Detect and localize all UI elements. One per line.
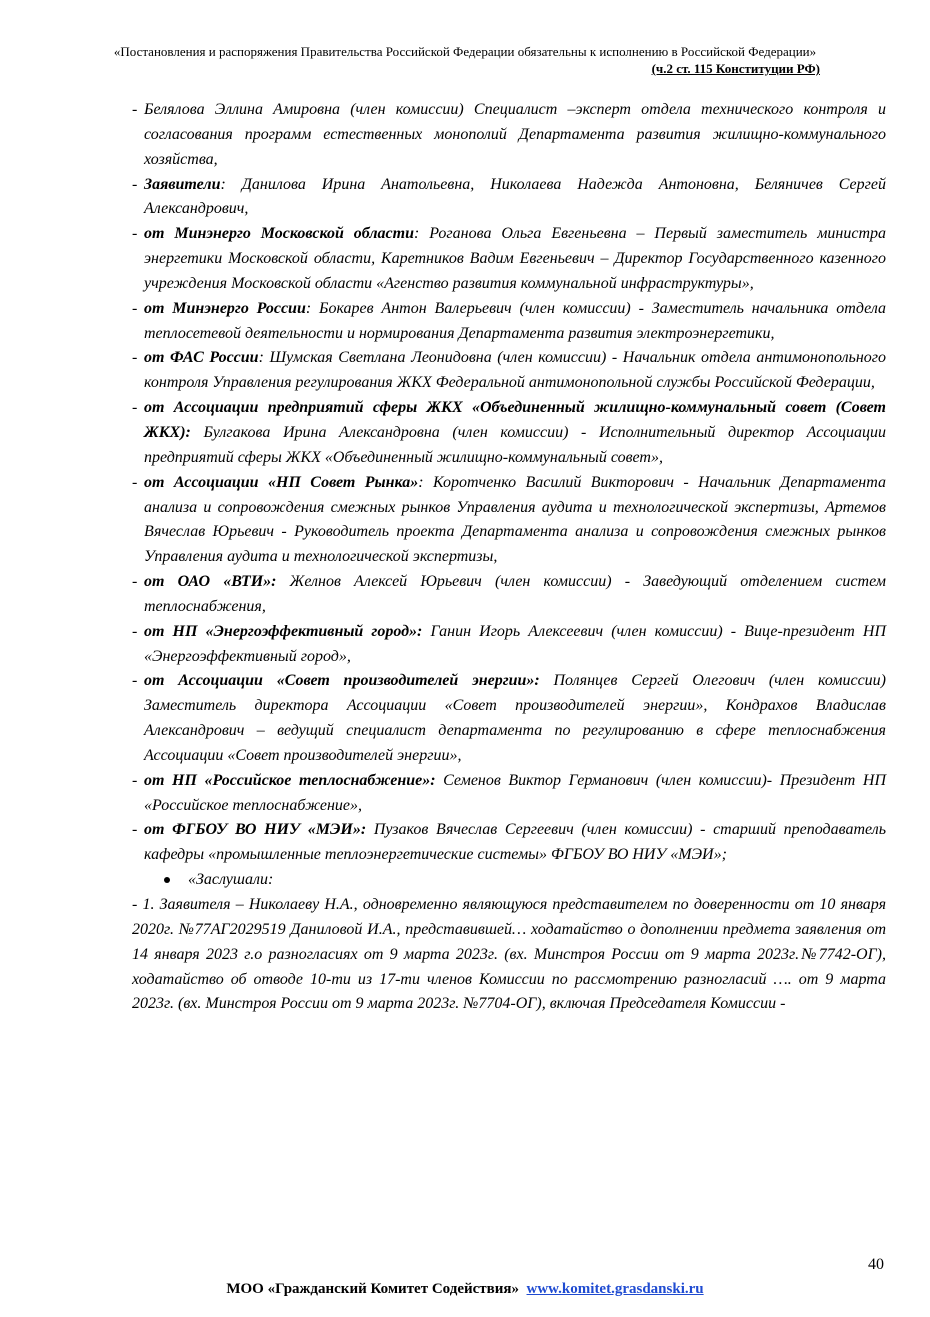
participant-details: : Данилова Ирина Анатольевна, Николаева Надежда Антоновна, Беляничев Сергей Александрович, <box>144 175 886 218</box>
dash-marker: - <box>132 349 138 367</box>
organization-name: от НП «Энергоэффективный город»: <box>144 622 423 640</box>
dash-marker: - <box>132 175 138 193</box>
participant-entry <box>132 471 886 570</box>
participant-details: Семенов Виктор Германович (член комиссии)- Президент НП «Российское теплоснабжение», <box>144 771 886 814</box>
dash-marker: - <box>132 622 138 640</box>
document-body <box>132 98 886 1017</box>
header-quote: «Постановления и распоряжения Правительства Российской Федерации обязательны к исполнению в Российской Федерации» <box>113 44 817 59</box>
participant-details: : Бокарев Антон Валерьевич (член комиссии) - Заместитель начальника отдела теплосетевой деятельности и нормирования Департамента развития электроэнергетики, <box>144 299 886 342</box>
participant-details: Полянцев Сергей Олегович (член комиссии) Заместитель директора Ассоциации «Совет производителей энергии», Кондрахов Владислав Александрович – ведущий специалист департамента по регулированию в сфере теплоснабжения Ассоциации «Совет производителей энергии», <box>144 672 886 764</box>
participant-entry <box>132 396 886 471</box>
participant-entry <box>132 620 886 670</box>
participant-entry <box>132 346 886 396</box>
participant-details: : Коротченко Василий Викторович - Начальник Департамента анализа и сопровождения смежных рынков Управления аудита и технологической экспертизы, Артемов Вячеслав Юрьевич - Руководитель проекта Департамента анализа и сопровождения смежных рынков Управления аудита и технологической экспертизы, <box>144 473 886 566</box>
participant-details: : Роганова Ольга Евгеньевна – Первый заместитель министра энергетики Московской области, Каретников Вадим Евгеньевич – Директор Государственного казенного учреждения Московской области «Агенство развития коммунальной инфраструктуры», <box>144 225 886 292</box>
participant-details: Белялова Эллина Амировна (член комиссии) Специалист –эксперт отдела технического контроля и согласования программ естественных монополий Департамента развития жилищно-коммунального хозяйства, <box>144 101 886 168</box>
organization-name: от Минэнерго России <box>144 299 306 317</box>
participant-entry <box>132 222 886 297</box>
dash-marker: - <box>132 821 138 839</box>
dash-marker: - <box>132 225 138 243</box>
participant-entry <box>132 98 886 173</box>
participants-list <box>132 98 886 868</box>
header-constitution-ref: (ч.2 ст. 115 Конституции РФ) <box>651 61 820 76</box>
organization-name: от ОАО «ВТИ»: <box>144 573 277 591</box>
bullet-item <box>132 868 886 893</box>
participant-entry <box>132 173 886 223</box>
participant-details: Булгакова Ирина Александровна (член комиссии) - Исполнительный директор Ассоциации предприятий сферы ЖКХ «Объединенный жилищно-коммунальный совет», <box>144 423 886 466</box>
bullet-text: «Заслушали: <box>188 871 274 889</box>
organization-name: от Ассоциации «Совет производителей энергии»: <box>144 672 540 690</box>
participant-details: : Шумская Светлана Леонидовна (член комиссии) - Начальник отдела антимонопольного контроля Управления регулирования ЖКХ Федеральной антимонопольной службы Российской Федерации, <box>144 349 887 392</box>
participant-entry <box>132 297 886 347</box>
participant-entry <box>132 818 886 868</box>
organization-name: от Минэнерго Московской области <box>144 225 414 243</box>
organization-name: от Ассоциации «НП Совет Рынка» <box>144 473 419 491</box>
hearing-paragraph: - 1. Заявителя – Николаеву Н.А., одновременно являющуюся представителем по доверенности от 10 января 2020г. №77АГ2029519 Даниловой И.А., представившей… ходатайство о дополнении предмета заявления от 14 января 2023 г.о разногласиях от 9 марта 2023г. (вх. Минстроя России от 9 марта 2023г.№7742-ОГ), ходатайство об отводе 10-ти из 17-ти членов Комиссии по рассмотрению разногласий …. от 9 марта 2023г. (вх. Минстроя России от 9 марта 2023г. №7704-ОГ), включая Председателя Комиссии - <box>132 896 886 1013</box>
dash-marker: - <box>132 101 138 118</box>
organization-name: от НП «Российское теплоснабжение»: <box>144 771 436 789</box>
footer-org: МОО «Гражданский Комитет Содействия» <box>226 1281 520 1297</box>
organization-name: Заявители <box>144 175 221 193</box>
participant-entry <box>132 669 886 768</box>
bullet-icon <box>164 877 170 883</box>
organization-name: от ФГБОУ ВО НИУ «МЭИ»: <box>144 821 367 839</box>
participant-details: Пузаков Вячеслав Сергеевич (член комиссии) - старший преподаватель кафедры «промышленные теплоэнергетические системы» ФГБОУ ВО НИУ «МЭИ»; <box>144 821 886 864</box>
page-footer <box>0 1281 930 1298</box>
footer-link[interactable]: www.komitet.grasdanski.ru <box>526 1281 704 1297</box>
page-header <box>0 44 930 59</box>
dash-marker: - <box>132 399 138 417</box>
organization-name: от Ассоциации предприятий сферы ЖКХ «Объединенный жилищно-коммунальный совет (Совет ЖКХ): <box>144 399 886 441</box>
participant-entry <box>132 769 886 819</box>
dash-marker: - <box>132 771 138 789</box>
dash-marker: - <box>132 299 138 317</box>
participant-details: Ганин Игорь Алексеевич (член комиссии) - Вице-президент НП «Энергоэффективный город», <box>144 622 886 665</box>
organization-name: от ФАС России <box>144 349 259 367</box>
participant-details: Желнов Алексей Юрьевич (член комиссии) - Заведующий отделением систем теплоснабжения, <box>144 573 887 615</box>
dash-marker: - <box>132 573 138 591</box>
page-number: 40 <box>868 1256 884 1273</box>
dash-marker: - <box>132 473 138 491</box>
participant-entry <box>132 570 886 620</box>
dash-marker: - <box>132 672 138 690</box>
